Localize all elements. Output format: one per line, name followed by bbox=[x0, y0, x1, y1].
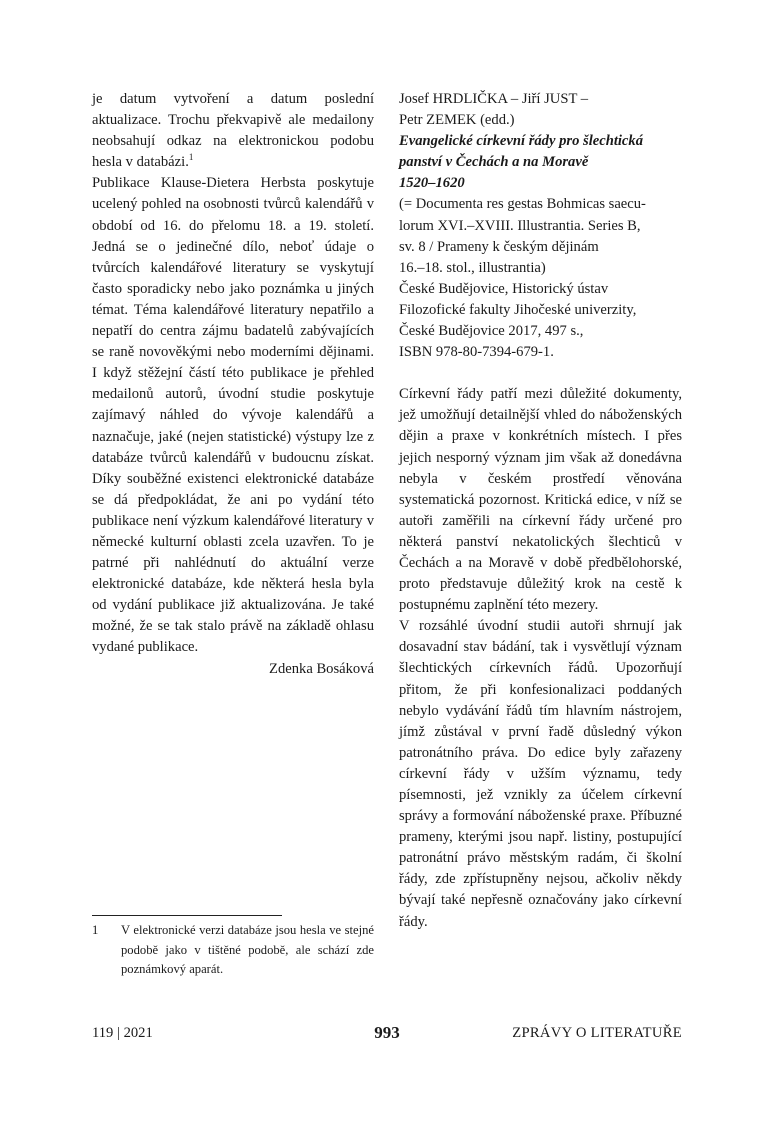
footnote-divider bbox=[92, 915, 282, 916]
bib-isbn: ISBN 978-80-7394-679-1. bbox=[399, 344, 554, 361]
left-paragraph-1-text: je datum vytvoření a datum poslední aktualizace. Trochu překvapivě ale medailony neobsahují odkaz na elektronickou podobu hesla v databázi. bbox=[92, 91, 374, 171]
footnote-text: V elektronické verzi databáze jsou hesla ve stejné podobě jako v tištěné podobě, ale schází zde poznámkový aparát. bbox=[121, 923, 374, 976]
footer-section-title: ZPRÁVY O LITERATUŘE bbox=[512, 1025, 682, 1041]
bib-title-line-1: Evangelické církevní řády pro šlechtická bbox=[399, 133, 643, 150]
bib-authors-line-2: Petr ZEMEK (edd.) bbox=[399, 112, 515, 129]
bib-title-line-3: 1520–1620 bbox=[399, 175, 465, 192]
left-paragraph-1 bbox=[92, 89, 374, 173]
footnote bbox=[92, 921, 374, 980]
left-paragraph-2: Publikace Klause-Dietera Herbsta poskytuje ucelený pohled na osobnosti tvůrců kalendářů v období od 16. do přelomu 18. a 19. století. Jedná se o jedinečné dílo, neboť údaje o tvůrcích kalendářové literatury se vyskytují často sporadicky nebo jako poznámka u jiných témat. Téma kalendářové literatury nepatřilo a nepatří do centra zájmu badatelů zabývajících se raně novověkými nebo moderními dějinami. I když stěžejní částí této publikace je přehled medailonů autorů, úvodní studie poskytuje zajímavý náhled do vývoje kalendářů a naznačuje, jaké (nejen statistické) výstupy lze z databáze tvůrců kalendářů v budoucnu získat. Díky souběžné existenci elektronické databáze se dá předpokládat, že ani po vydání této publikace není výzkum kalendářové literatury v německé kulturní oblasti zcela uzavřen. To je patrné při nahlédnutí do aktuální verze elektronické databáze, kde některá hesla byla od vydání publikace již aktualizována. Je také možné, že se tak stalo právě na základě ohlasu vydané publikace. bbox=[92, 175, 374, 656]
bib-series-line-3: sv. 8 / Prameny k českým dějinám bbox=[399, 238, 599, 255]
right-column bbox=[399, 89, 682, 933]
left-column bbox=[92, 89, 374, 680]
review-signature: Zdenka Bosáková bbox=[269, 660, 374, 677]
bib-series-line-1: (= Documenta res gestas Bohmicas saecu- bbox=[399, 196, 646, 213]
bib-publisher-line-3: České Budějovice 2017, 497 s., bbox=[399, 323, 584, 340]
footnote-reference[interactable]: 1 bbox=[188, 152, 194, 163]
spacer bbox=[399, 363, 682, 384]
page-number: 993 bbox=[374, 1023, 400, 1042]
bib-title-line-2: panství v Čechách a na Moravě bbox=[399, 154, 589, 171]
page-footer bbox=[92, 1025, 682, 1049]
right-paragraph-2: V rozsáhlé úvodní studii autoři shrnují jak dosavadní stav bádání, tak i vysvětlují význam šlechtických církevních řádů. Upozorňují přitom, že při konfesionalizaci poddaných nebylo vydávání řádů tím hlavním nástrojem, jímž zůstával v první řadě důsledný výkon patronátního práva. Do edice byly zařazeny církevní řády v užším významu, tedy písemnosti, jež vznikly za účelem církevní správy a formování náboženské praxe. Příbuzné prameny, kterými jsou např. listiny, postupující patronátní právo městským radám, či školní řády, zde zpřístupněny nejsou, ačkoliv někdy bývají také nepřesně označovány jako církevní řády. bbox=[399, 618, 682, 930]
bibliographic-record bbox=[399, 89, 682, 363]
bib-series-line-2: lorum XVI.–XVIII. Illustrantia. Series B, bbox=[399, 217, 641, 234]
right-paragraph-1: Církevní řády patří mezi důležité dokumenty, jež umožňují detailnější vhled do náboženských dějin a praxe v konkrétních místech. I přes jejich nesporný význam jim však až donedávna nebyla v českém prostředí věnována systematická pozornost. Kritická edice, v níž se autoři zaměřili na církevní řády určené pro některá panství nekatolických šlechticů v Čechách a na Moravě v době předbělohorské, proto představuje důležitý krok na cestě k postupnému zaplnění této mezery. bbox=[399, 386, 682, 614]
footnote-number: 1 bbox=[92, 923, 99, 937]
bib-authors-line-1: Josef HRDLIČKA – Jiří JUST – bbox=[399, 91, 589, 107]
footer-volume: 119 | 2021 bbox=[92, 1025, 153, 1041]
bib-publisher-line-1: České Budějovice, Historický ústav bbox=[399, 280, 609, 297]
bib-publisher-line-2: Filozofické fakulty Jihočeské univerzity, bbox=[399, 301, 637, 318]
bib-series-line-4: 16.–18. stol., illustrantia) bbox=[399, 259, 546, 276]
